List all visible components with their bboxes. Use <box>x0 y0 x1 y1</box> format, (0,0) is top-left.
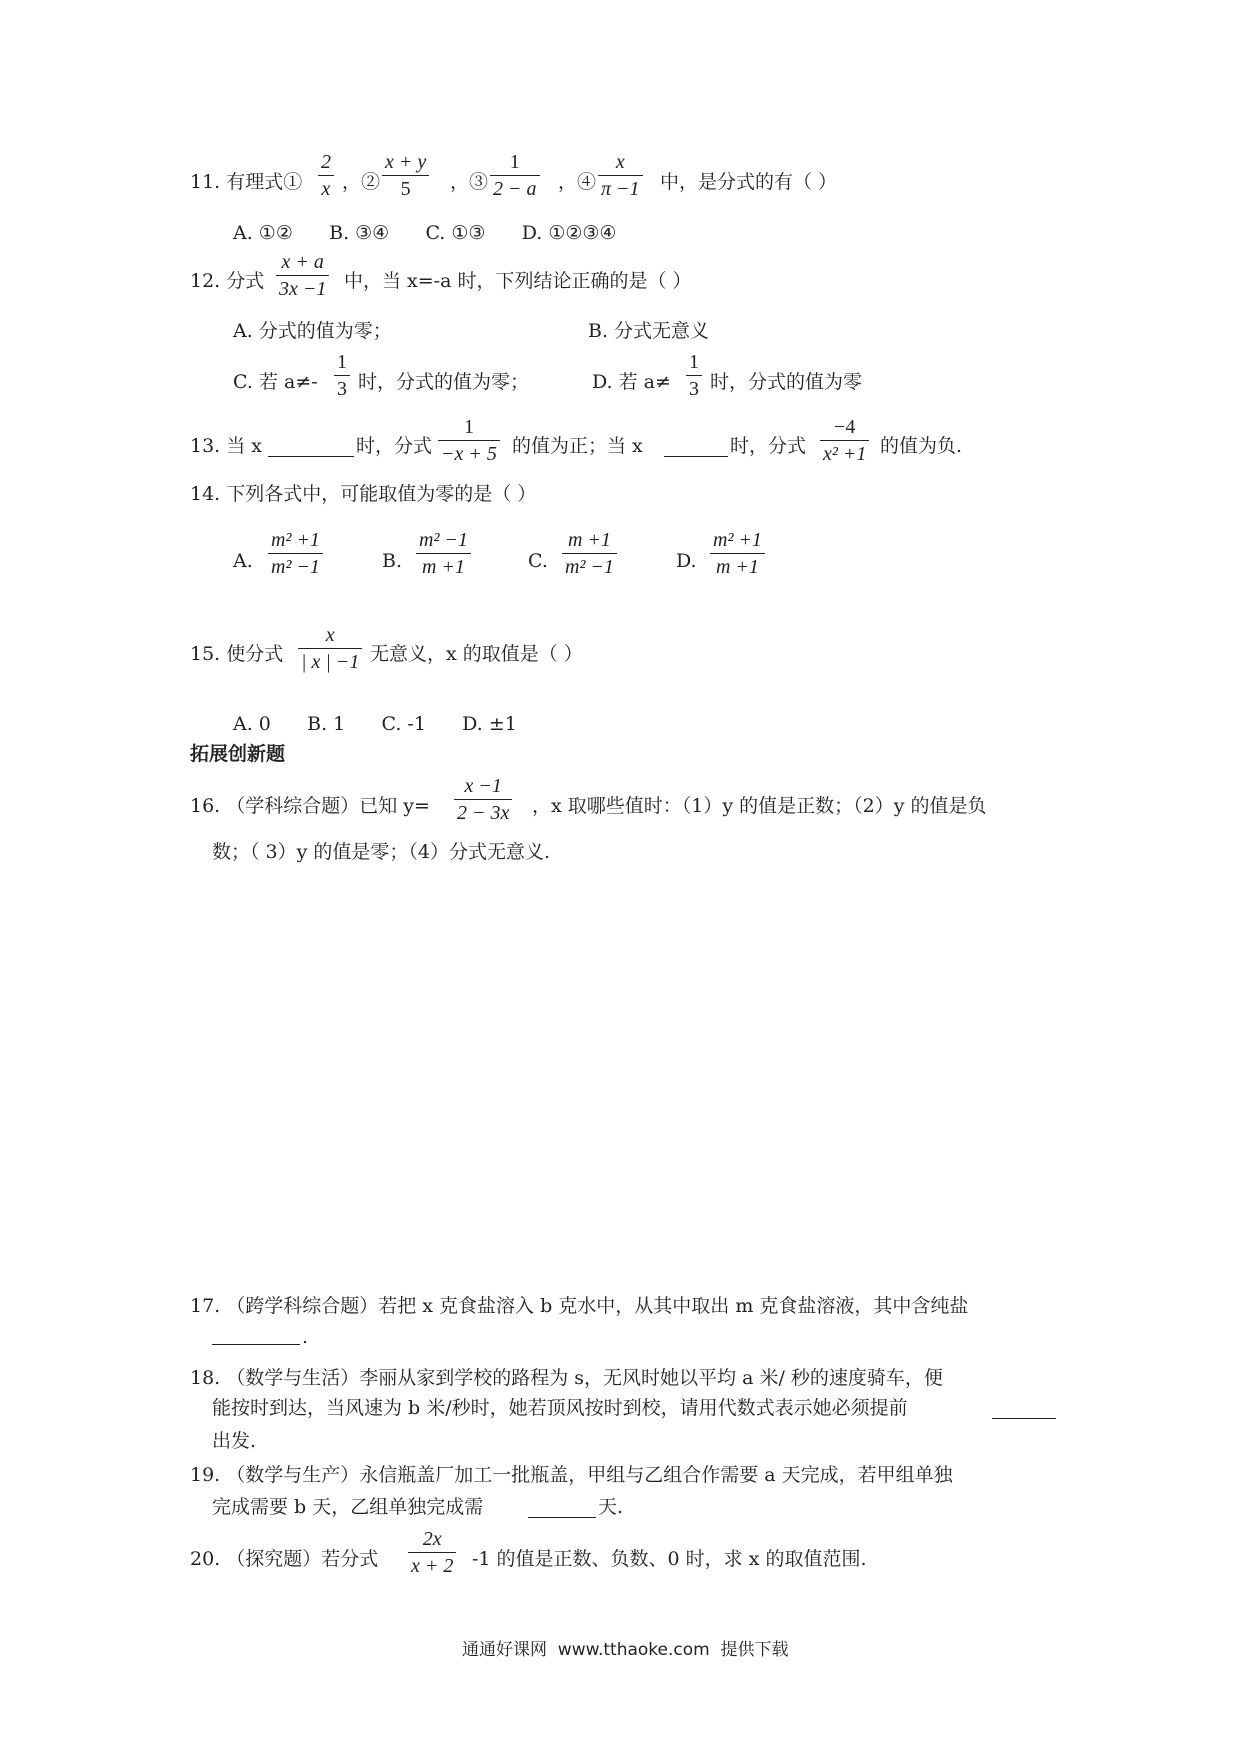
q13-mid-1: 时，分式 <box>356 435 433 457</box>
fraction-denominator: π −1 <box>601 178 640 200</box>
q19-blank <box>528 1499 596 1518</box>
fraction-numerator: −4 <box>834 416 856 438</box>
fraction-bar <box>820 440 869 441</box>
fraction-numerator: 1 <box>463 416 474 438</box>
fraction-numerator: x −1 <box>464 775 502 797</box>
fraction-bar <box>298 648 362 649</box>
fraction-denominator: m +1 <box>421 556 465 578</box>
q12-fraction <box>276 250 329 301</box>
fraction-denominator: x <box>321 178 331 200</box>
q17-blank <box>212 1326 300 1345</box>
fraction-numerator: x <box>615 151 625 173</box>
fraction-numerator: 1 <box>689 351 699 373</box>
q14-d-label: D. <box>676 550 697 572</box>
fraction-denominator: 5 <box>400 178 411 200</box>
fraction-numerator: m² +1 <box>713 529 762 551</box>
fraction-numerator: x <box>325 624 335 646</box>
fraction-denominator: 2 − a <box>493 178 537 200</box>
q13-post: 的值为负. <box>880 435 963 457</box>
q12-stem-prefix: 12. 分式 <box>190 270 265 292</box>
q12-option-b: B. 分式无意义 <box>588 320 710 342</box>
q15-options: A. 0 B. 1 C. -1 D. ±1 <box>233 713 517 735</box>
q13-fraction-2 <box>820 415 869 466</box>
fraction-denominator: −x + 5 <box>441 443 497 465</box>
fraction-bar <box>276 275 329 276</box>
q11-fraction-1 <box>318 150 334 201</box>
q17-line-1: 17. （跨学科综合题）若把 x 克食盐溶入 b 克水中，从其中取出 m 克食盐溶液，其中含纯盐 <box>190 1295 969 1317</box>
q18-blank <box>992 1400 1056 1419</box>
q12-option-a: A. 分式的值为零； <box>233 320 392 342</box>
q11-fraction-3 <box>490 150 540 201</box>
page-footer: 通通好课网 www.tthaoke.com 提供下载 <box>462 1640 789 1660</box>
section-title: 拓展创新题 <box>190 743 286 765</box>
fraction-denominator: m +1 <box>715 556 759 578</box>
q15-pre: 15. 使分式 <box>190 643 284 665</box>
q11-options: A. ①② B. ③④ C. ①③ D. ①②③④ <box>233 222 617 244</box>
q11-sep-3: ，④ <box>558 171 597 193</box>
q13-blank-1 <box>268 438 354 457</box>
q14-a-fraction <box>268 528 323 579</box>
fraction-bar <box>598 175 643 176</box>
q16-pre: 16. （学科综合题）已知 y= <box>190 795 430 817</box>
fraction-bar <box>416 553 471 554</box>
q19-line-2-post: 天. <box>598 1496 624 1518</box>
q17-line-2-post: . <box>302 1326 309 1348</box>
fraction-numerator: 1 <box>509 151 520 173</box>
q14-d-fraction <box>710 528 765 579</box>
fraction-denominator: 3x −1 <box>279 278 327 300</box>
q14-stem: 14. 下列各式中，可能取值为零的是（ ） <box>190 483 537 505</box>
fraction-numerator: m +1 <box>567 529 611 551</box>
q13-fraction-1 <box>438 415 500 466</box>
fraction-denominator: 2 − 3x <box>457 802 510 824</box>
q12-option-d-pre: D. 若 a≠ <box>592 371 671 393</box>
q13-mid-3: 时，分式 <box>730 435 807 457</box>
q16-post: ，x 取哪些值时：（1）y 的值是正数；（2）y 的值是负 <box>532 795 987 817</box>
q20-post: -1 的值是正数、负数、0 时，求 x 的取值范围. <box>472 1548 867 1570</box>
fraction-denominator: 3 <box>689 378 699 400</box>
q19-line-2-pre: 完成需要 b 天，乙组单独完成需 <box>212 1496 484 1518</box>
fraction-bar <box>382 175 429 176</box>
q11-sep-1: ，② <box>342 171 381 193</box>
fraction-denominator: m² −1 <box>565 556 614 578</box>
q12-option-d-fraction <box>686 350 702 401</box>
q16-line-2: 数；（ 3）y 的值是零；（4）分式无意义. <box>212 841 551 863</box>
fraction-denominator: x² +1 <box>823 443 867 465</box>
q12-option-c-fraction <box>334 350 350 401</box>
fraction-numerator: x + y <box>385 151 427 173</box>
q12-stem-suffix: 中，当 x=-a 时，下列结论正确的是（ ） <box>344 270 692 292</box>
q15-post: 无意义，x 的取值是（ ） <box>370 643 583 665</box>
fraction-denominator: x + 2 <box>411 1555 454 1577</box>
q11-fraction-4 <box>598 150 643 201</box>
q11-fraction-2 <box>382 150 429 201</box>
fraction-bar <box>268 553 323 554</box>
fraction-numerator: 2 <box>321 151 331 173</box>
fraction-bar <box>408 1552 456 1553</box>
fraction-bar <box>334 375 350 376</box>
q13-pre: 13. 当 x <box>190 435 263 457</box>
fraction-bar <box>454 799 512 800</box>
q19-line-1: 19. （数学与生产）永信瓶盖厂加工一批瓶盖，甲组与乙组合作需要 a 天完成，若甲组单独 <box>190 1464 953 1486</box>
fraction-numerator: 1 <box>337 351 347 373</box>
fraction-denominator: 3 <box>337 378 347 400</box>
q11-sep-2: ，③ <box>450 171 489 193</box>
q14-a-label: A. <box>233 550 253 572</box>
q18-line-3: 出发. <box>212 1430 257 1452</box>
fraction-numerator: x + a <box>281 251 324 273</box>
q11-stem-suffix: 中，是分式的有（ ） <box>660 171 838 193</box>
fraction-bar <box>710 553 765 554</box>
fraction-denominator: m² −1 <box>271 556 320 578</box>
fraction-bar <box>562 553 617 554</box>
fraction-numerator: m² −1 <box>419 529 468 551</box>
fraction-bar <box>318 175 334 176</box>
q14-c-fraction <box>562 528 617 579</box>
q13-mid-2: 的值为正；当 x <box>512 435 643 457</box>
q13-blank-2 <box>664 438 728 457</box>
q12-option-c-post: 时，分式的值为零； <box>358 371 530 393</box>
q14-c-label: C. <box>528 550 548 572</box>
fraction-bar <box>438 440 500 441</box>
fraction-bar <box>686 375 702 376</box>
fraction-numerator: 2x <box>422 1528 442 1550</box>
q14-b-fraction <box>416 528 471 579</box>
fraction-denominator: | x | −1 <box>301 651 360 673</box>
q14-b-label: B. <box>382 550 403 572</box>
q20-pre: 20. （探究题）若分式 <box>190 1548 379 1570</box>
q18-line-1: 18. （数学与生活）李丽从家到学校的路程为 s，无风时她以平均 a 米/ 秒的速度骑车，便 <box>190 1367 943 1389</box>
fraction-bar <box>490 175 540 176</box>
q18-line-2: 能按时到达，当风速为 b 米/秒时，她若顶风按时到校，请用代数式表示她必须提前 <box>212 1397 908 1419</box>
q16-fraction <box>454 774 512 825</box>
q20-fraction <box>408 1527 456 1578</box>
fraction-numerator: m² +1 <box>271 529 320 551</box>
q11-stem-prefix: 11. 有理式① <box>190 171 303 193</box>
q12-option-c-pre: C. 若 a≠- <box>233 371 318 393</box>
q12-option-d-post: 时，分式的值为零 <box>710 371 863 393</box>
q15-fraction <box>298 623 362 674</box>
